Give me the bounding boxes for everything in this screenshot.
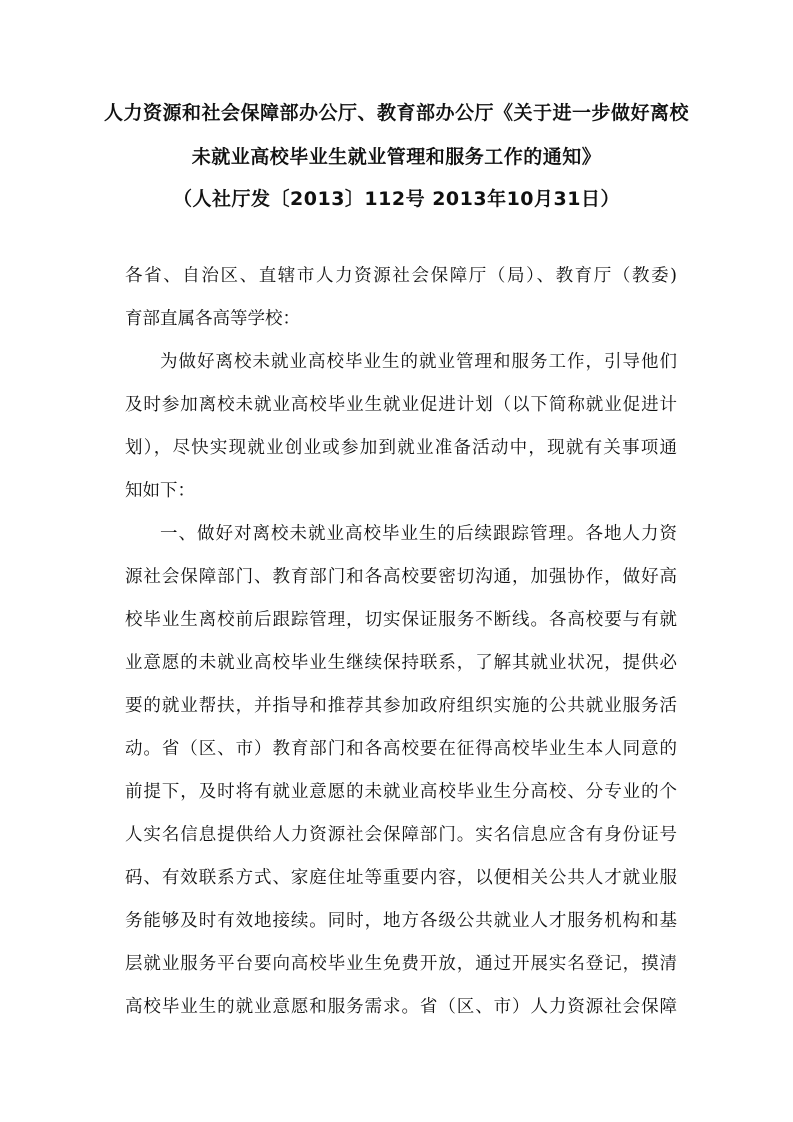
paragraph-line: 动。省（区、市）教育部门和各高校要在征得高校毕业生本人同意的 — [125, 739, 677, 759]
paragraph-line: 务能够及时有效地接续。同时，地方各级公共就业人才服务机构和基 — [125, 911, 677, 931]
paragraph-line: 要的就业帮扶，并指导和推荐其参加政府组织实施的公共就业服务活 — [125, 696, 677, 716]
document-title-line-2: 未就业高校毕业生就业管理和服务工作的通知》 — [191, 146, 602, 168]
document-title-line-1: 人力资源和社会保障部办公厅、教育部办公厅《关于进一步做好离校 — [103, 102, 689, 124]
paragraph-line: 知如下： — [125, 481, 195, 501]
paragraph-line: 业意愿的未就业高校毕业生继续保持联系，了解其就业状况，提供必 — [125, 653, 677, 673]
paragraph-line: 划），尽快实现就业创业或参加到就业准备活动中，现就有关事项通 — [125, 438, 677, 458]
paragraph-line: 码、有效联系方式、家庭住址等重要内容，以便相关公共人才就业服 — [125, 868, 677, 888]
document-subtitle-issue-number: （人社厅发〔2013〕112号 2013年10月31日） — [173, 188, 620, 210]
addressee-line: 育部直属各高等学校： — [125, 309, 300, 329]
paragraph-line: 校毕业生离校前后跟踪管理，切实保证服务不断线。各高校要与有就 — [125, 610, 677, 630]
addressee-line: 各省、自治区、直辖市人力资源社会保障厅（局）、教育厅（教委) — [125, 266, 677, 286]
paragraph-line: 层就业服务平台要向高校毕业生免费开放，通过开展实名登记，摸清 — [125, 954, 677, 974]
paragraph-line: 人实名信息提供给人力资源社会保障部门。实名信息应含有身份证号 — [125, 825, 677, 845]
paragraph-line: 源社会保障部门、教育部门和各高校要密切沟通，加强协作，做好高 — [125, 567, 677, 587]
paragraph-line: 高校毕业生的就业意愿和服务需求。省（区、市）人力资源社会保障 — [125, 997, 677, 1017]
paragraph-line: 前提下，及时将有就业意愿的未就业高校毕业生分高校、分专业的个 — [125, 782, 677, 802]
paragraph-line: 及时参加离校未就业高校毕业生就业促进计划（以下简称就业促进计 — [125, 395, 677, 415]
paragraph-line: 一、做好对离校未就业高校毕业生的后续跟踪管理。各地人力资 — [160, 524, 677, 544]
paragraph-line: 为做好离校未就业高校毕业生的就业管理和服务工作，引导他们 — [160, 352, 677, 372]
